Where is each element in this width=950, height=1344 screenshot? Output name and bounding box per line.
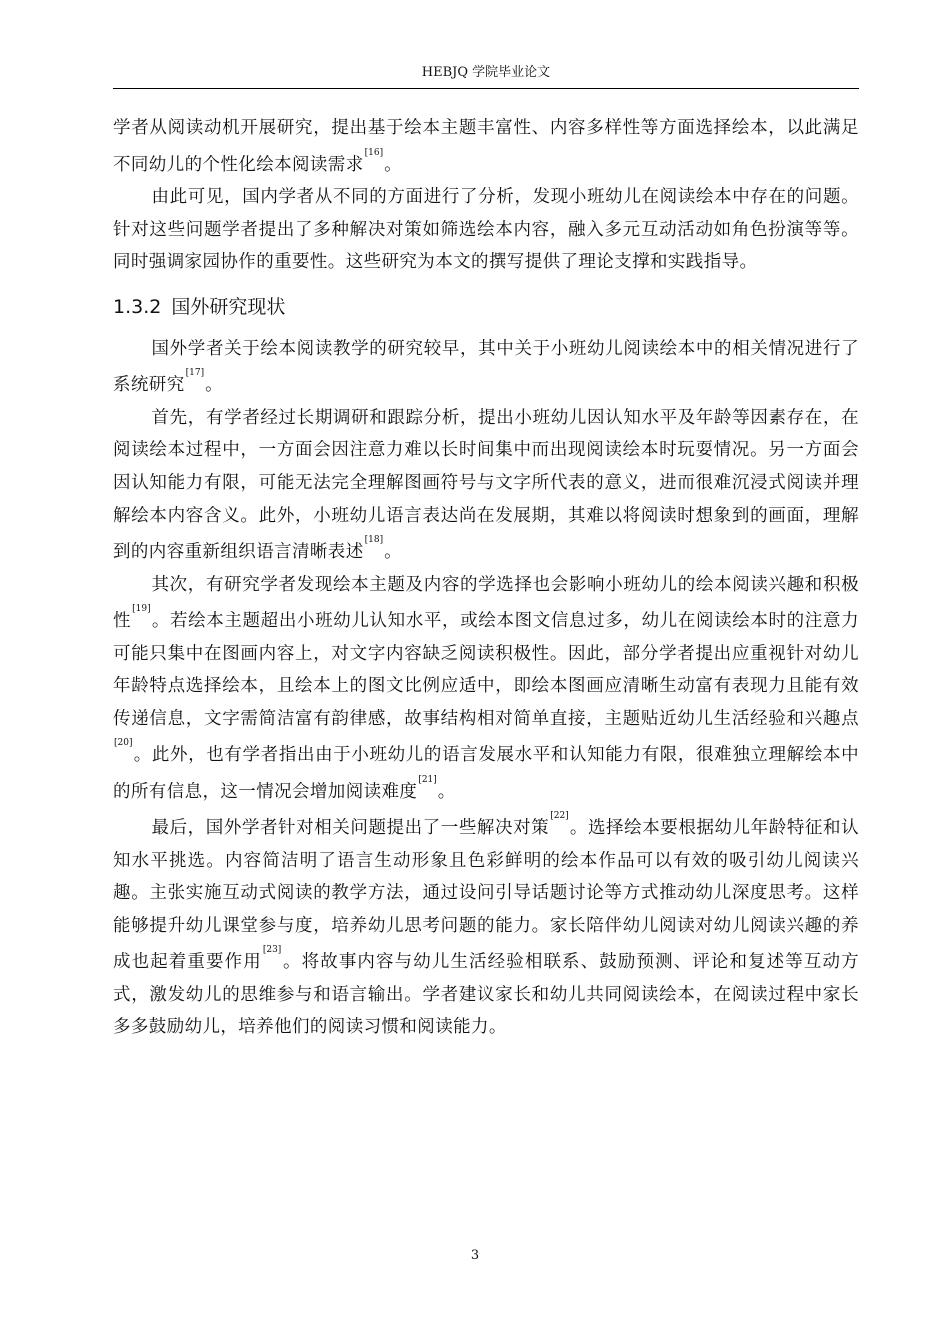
section-title: 国外研究现状 <box>171 295 286 318</box>
paragraph-text: 由此可见，国内学者从不同的方面进行了分析，发现小班幼儿在阅读绘本中存在的问题。针对这些问题学者提出了多种解决对策如筛选绘本内容，融入多元互动活动如角色扮演等等。同时强调家园协作的重要性。这些研究为本文的撰写提供了理论支撑和实践指导。 <box>113 187 859 273</box>
paragraph-text: 最后，国外学者针对相关问题提出了一些解决对策 <box>151 818 550 839</box>
paragraph-text: 首先，有学者经过长期调研和跟踪分析，提出小班幼儿因认知水平及年龄等因素存在，在阅读绘本过程中，一方面会因注意力难以长时间集中而出现阅读绘本时玩耍情况。另一方面会因认知能力有限，可能无法完全理解图画符号与文字所代表的意义，进而很难沉浸式阅读并理解绘本内容含义。此外，小班幼儿语言表达尚在发展期，其难以将阅读时想象到的画面，理解到的内容重新组织语言清晰表述 <box>113 407 859 563</box>
paragraph-2 <box>113 181 859 279</box>
page-number: 3 <box>470 1248 480 1263</box>
citation-22: [22] <box>550 811 569 822</box>
paragraph-3: 国外学者关于绘本阅读教学的研究较早，其中关于小班幼儿阅读绘本中的相关情况进行了系统研究[17]。 <box>113 338 859 396</box>
header-title: HEBJQ 学院毕业论文 <box>421 65 551 80</box>
citation-21: [21] <box>418 774 437 785</box>
section-number: 1.3.2 <box>113 295 162 318</box>
paragraph-text: 其次，有研究学者发现绘本主题及内容的学选择也会影响小班幼儿的绘本阅读兴趣和积极性 <box>113 574 859 632</box>
paragraph-text: 。将故事内容与幼儿生活经验相联系、鼓励预测、评论和复述等互动方式，激发幼儿的思维参与和语言输出。学者建议家长和幼儿共同阅读绘本，在阅读过程中家长多多鼓励幼儿，培养他们的阅读习惯和阅读能力。 <box>113 952 859 1038</box>
paragraph-1: 学者从阅读动机开展研究，提出基于绘本主题丰富性、内容多样性等方面选择绘本，以此满足不同幼儿的个性化绘本阅读需求[16]。 <box>113 118 859 175</box>
paragraph-5: 其次，有研究学者发现绘本主题及内容的学选择也会影响小班幼儿的绘本阅读兴趣和积极性[19]。若绘本主题超出小班幼儿认知水平，或绘本图文信息过多，幼儿在阅读绘本时的注意力可能只集中在图画内容上，对文字内容缺乏阅读积极性。因此，部分学者提出应重视针对幼儿年龄特点选择绘本，且绘本上的图文比例应适中，即绘本图画应清晰生动富有表现力且能有效传递信息，文字需简洁富有韵律感，故事结构相对简单直接，主题贴近幼儿生活经验和兴趣点[20]。此外，也有学者指出由于小班幼儿的语言发展水平和认知能力有限，很难独立理解绘本中的所有信息，这一情况会增加阅读难度[21]。 <box>113 574 859 802</box>
page-header <box>113 64 859 89</box>
paragraph-text: 。若绘本主题超出小班幼儿认知水平，或绘本图文信息过多，幼儿在阅读绘本时的注意力可能只集中在图画内容上，对文字内容缺乏阅读积极性。因此，部分学者提出应重视针对幼儿年龄特点选择绘本，且绘本上的图文比例应适中，即绘本图画应清晰生动富有表现力且能有效传递信息，文字需简洁富有韵律感，故事结构相对简单直接，主题贴近幼儿生活经验和兴趣点 <box>113 611 859 729</box>
paragraph-text: 国外学者关于绘本阅读教学的研究较早，其中关于小班幼儿阅读绘本中的相关情况进行了系统研究 <box>113 338 859 396</box>
citation-19: [19] <box>132 604 151 615</box>
paragraph-6 <box>113 808 859 1044</box>
citation-16: [16] <box>364 147 384 158</box>
citation-23: [23] <box>262 945 282 956</box>
paragraph-text: 。选择绘本要根据幼儿年龄特征和认知水平挑选。内容简洁明了语言生动形象且色彩鲜明的绘本作品可以有效的吸引幼儿阅读兴趣。主张实施互动式阅读的教学方法，通过设问引导话题讨论等方式推动幼儿深度思考。这样能够提升幼儿课堂参与度，培养幼儿思考问题的能力。家长陪伴幼儿阅读对幼儿阅读兴趣的养成也起着重要作用 <box>113 818 859 973</box>
section-heading <box>113 293 859 321</box>
citation-17: [17] <box>185 368 205 379</box>
paragraph-text: 学者从阅读动机开展研究，提出基于绘本主题丰富性、内容多样性等方面选择绘本，以此满足不同幼儿的个性化绘本阅读需求 <box>113 118 859 175</box>
paragraph-4: 首先，有学者经过长期调研和跟踪分析，提出小班幼儿因认知水平及年龄等因素存在，在阅读绘本过程中，一方面会因注意力难以长时间集中而出现阅读绘本时玩耍情况。另一方面会因认知能力有限，可能无法完全理解图画符号与文字所代表的意义，进而很难沉浸式阅读并理解绘本内容含义。此外，小班幼儿语言表达尚在发展期，其难以将阅读时想象到的画面，理解到的内容重新组织语言清晰表述[18]。 <box>113 407 859 563</box>
citation-20: [20] <box>114 738 133 749</box>
citation-18: [18] <box>364 535 384 546</box>
paragraph-text: 。此外，也有学者指出由于小班幼儿的语言发展水平和认知能力有限，很难独立理解绘本中的所有信息，这一情况会增加阅读难度 <box>113 745 859 802</box>
page-body <box>113 112 859 1044</box>
